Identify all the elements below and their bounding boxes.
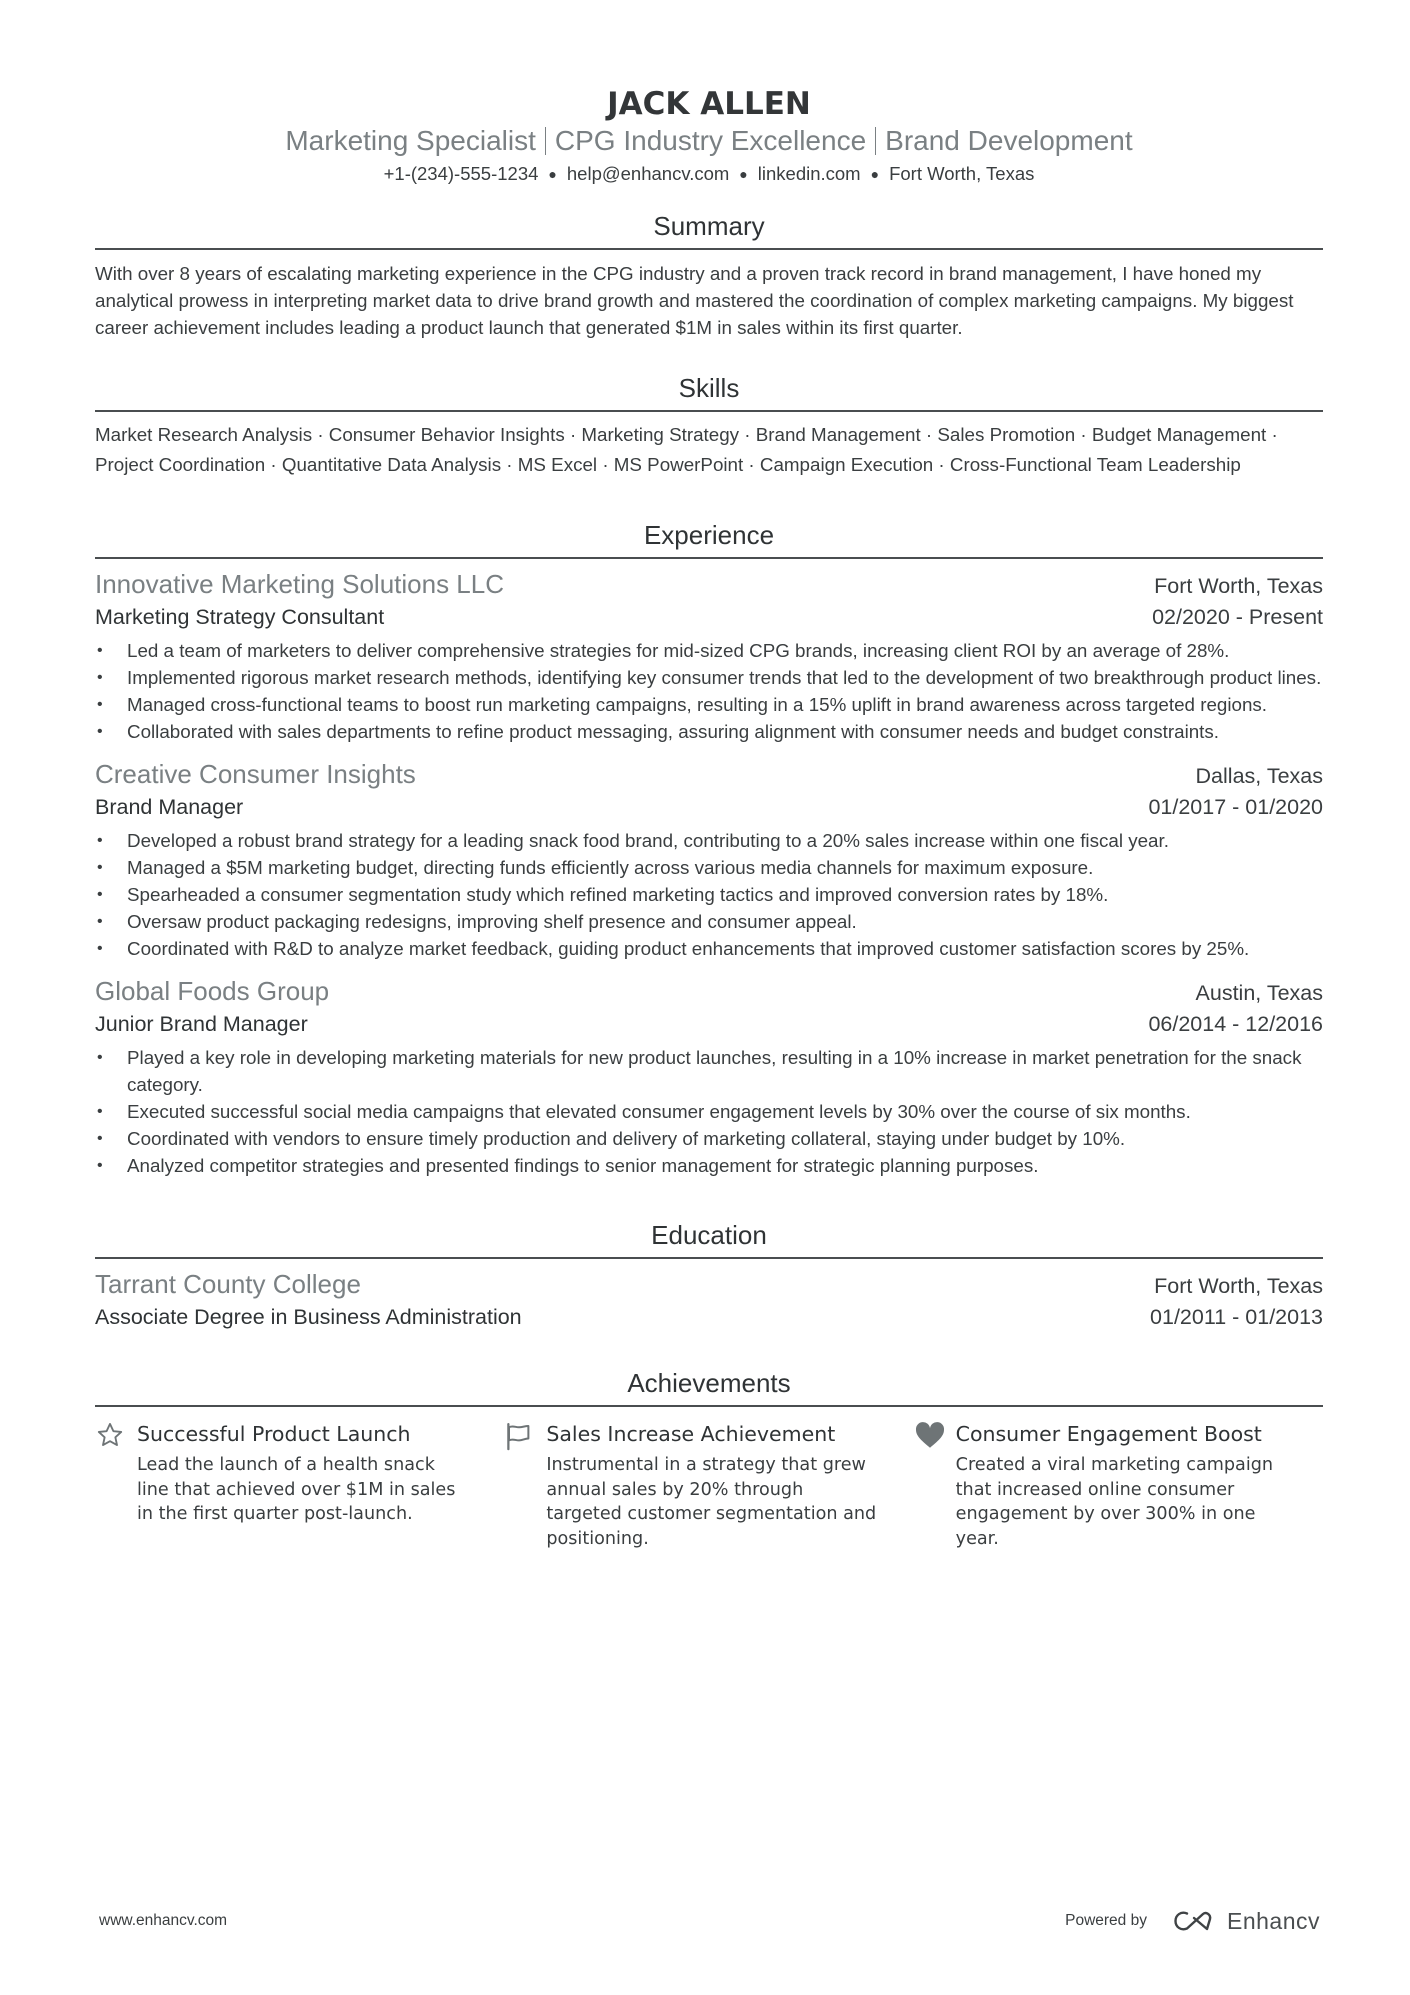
job-bullets	[95, 637, 1323, 745]
job-bullet: • Coordinated with vendors to ensure timely production and delivery of marketing collateral, staying under budget by 10%.	[95, 1125, 1323, 1152]
brand-name: Enhancv	[1226, 1907, 1320, 1934]
bullet-separator: ●	[548, 166, 557, 182]
school-location: Fort Worth, Texas	[1154, 1274, 1323, 1298]
job-role: Brand Manager	[95, 795, 244, 819]
section-title: Experience	[643, 520, 775, 550]
job-bullet: • Coordinated with R&D to analyze market feedback, guiding product enhancements that improved customer satisfaction scores by 25%.	[95, 935, 1323, 962]
contact-email[interactable]: help@enhancv.com	[566, 163, 730, 184]
job-entry	[95, 974, 1323, 1179]
section-divider	[95, 1257, 1323, 1259]
achievements-list	[95, 1419, 1323, 1551]
powered-by-label: Powered by	[1065, 1912, 1147, 1929]
resume-header	[95, 0, 1323, 186]
bullet-separator: ●	[739, 166, 748, 182]
headline-part: Marketing Specialist	[285, 125, 536, 156]
job-location: Dallas, Texas	[1195, 764, 1323, 788]
summary-section	[95, 210, 1323, 341]
skills-section	[95, 372, 1323, 480]
achievement-item	[914, 1419, 1323, 1551]
job-bullet: • Collaborated with sales departments to refine product messaging, assuring alignment with consumer needs and budget constraints.	[95, 718, 1323, 745]
job-bullet: • Played a key role in developing marketing materials for new product launches, resulting in a 10% increase in market penetration for the snack category.	[95, 1044, 1323, 1098]
brand-logo[interactable]	[1173, 1908, 1320, 1935]
section-title: Achievements	[627, 1368, 791, 1398]
section-divider	[95, 1405, 1323, 1407]
section-divider	[95, 557, 1323, 559]
powered-by	[1065, 1908, 1320, 1935]
achievement-item	[504, 1419, 913, 1551]
job-dates: 01/2017 - 01/2020	[1148, 795, 1323, 819]
job-bullets	[95, 827, 1323, 962]
job-bullet: • Developed a robust brand strategy for a leading snack food brand, contributing to a 20% sales increase within one fiscal year.	[95, 827, 1323, 854]
job-bullet: • Spearheaded a consumer segmentation study which refined marketing tactics and improved conversion rates by 18%.	[95, 881, 1323, 908]
job-bullet: • Led a team of marketers to deliver comprehensive strategies for mid-sized CPG brands, increasing client ROI by an average of 28%.	[95, 637, 1323, 664]
achievement-title: Successful Product Launch	[137, 1422, 411, 1446]
education-entry	[95, 1267, 1323, 1333]
headline-part: CPG Industry Excellence	[554, 125, 867, 156]
skills-list: Market Research Analysis · Consumer Behavior Insights · Marketing Strategy · Brand Management · Sales Promotion · Budget Management · Project Coordination · Quantitative Data Analysis · MS Excel · MS PowerPoint · Campaign Execution · Cross-Functional Team Leadership	[95, 424, 1278, 475]
education-dates: 01/2011 - 01/2013	[1150, 1305, 1323, 1329]
headline-divider	[875, 127, 876, 155]
company-name: Global Foods Group	[95, 976, 330, 1006]
job-entry	[95, 757, 1323, 962]
job-bullet: • Managed a $5M marketing budget, directing funds efficiently across various media channels for maximum exposure.	[95, 854, 1323, 881]
section-title: Skills	[678, 373, 740, 403]
job-role: Junior Brand Manager	[95, 1012, 308, 1036]
job-location: Austin, Texas	[1195, 981, 1323, 1005]
job-dates: 06/2014 - 12/2016	[1148, 1012, 1323, 1036]
contact-phone[interactable]: +1-(234)-555-1234	[383, 163, 539, 184]
heart-icon	[914, 1419, 956, 1551]
job-bullet: • Managed cross-functional teams to boost run marketing campaigns, resulting in a 15% uplift in brand awareness across targeted regions.	[95, 691, 1323, 718]
job-bullet: • Executed successful social media campaigns that elevated consumer engagement levels by 30% over the course of six months.	[95, 1098, 1323, 1125]
company-name: Creative Consumer Insights	[95, 759, 416, 789]
job-role: Marketing Strategy Consultant	[95, 605, 385, 629]
achievement-description: Lead the launch of a health snack line that achieved over $1M in sales in the first quarter post-launch.	[137, 1455, 456, 1524]
job-location: Fort Worth, Texas	[1154, 574, 1323, 598]
headline-divider	[545, 127, 546, 155]
job-bullet: • Analyzed competitor strategies and presented findings to senior management for strategic planning purposes.	[95, 1152, 1323, 1179]
achievement-title: Consumer Engagement Boost	[955, 1422, 1262, 1446]
resume-page	[95, 0, 1323, 1551]
school-name: Tarrant County College	[95, 1269, 361, 1299]
job-dates: 02/2020 - Present	[1152, 605, 1323, 629]
achievement-item	[95, 1419, 504, 1551]
contact-location: Fort Worth, Texas	[889, 163, 1035, 184]
headline-part: Brand Development	[885, 125, 1133, 156]
job-bullet: • Oversaw product packaging redesigns, improving shelf presence and consumer appeal.	[95, 908, 1323, 935]
experience-section	[95, 519, 1323, 1179]
page-footer	[99, 1906, 1320, 1936]
achievement-description: Instrumental in a strategy that grew annual sales by 20% through targeted customer segmentation and positioning.	[546, 1455, 877, 1549]
candidate-name: JACK ALLEN	[607, 86, 811, 122]
enhancv-logo-icon	[1173, 1909, 1219, 1933]
flag-icon	[504, 1419, 546, 1551]
job-bullet: • Implemented rigorous market research methods, identifying key consumer trends that led to the development of two breakthrough product lines.	[95, 664, 1323, 691]
degree: Associate Degree in Business Administration	[95, 1305, 522, 1329]
section-title: Summary	[653, 211, 765, 241]
summary-text: With over 8 years of escalating marketing experience in the CPG industry and a proven track record in brand management, I have honed my analytical prowess in interpreting market data to drive brand growth and mastered the coordination of complex marketing campaigns. My biggest career achievement includes leading a product launch that generated $1M in sales within its first quarter.	[95, 263, 1294, 338]
section-divider	[95, 248, 1323, 250]
headline	[95, 124, 1323, 158]
star-icon	[95, 1419, 137, 1551]
website-link[interactable]: www.enhancv.com	[99, 1912, 228, 1929]
job-entry	[95, 567, 1323, 745]
bullet-separator: ●	[870, 166, 880, 182]
section-title: Education	[651, 1220, 767, 1250]
achievements-section	[95, 1367, 1323, 1551]
section-divider	[95, 410, 1323, 412]
education-section	[95, 1219, 1323, 1333]
job-bullets	[95, 1044, 1323, 1179]
contact-linkedin[interactable]: linkedin.com	[757, 163, 861, 184]
achievement-description: Created a viral marketing campaign that increased online consumer engagement by over 300% in one year.	[955, 1455, 1274, 1549]
contact-line	[95, 162, 1323, 186]
company-name: Innovative Marketing Solutions LLC	[95, 569, 505, 599]
achievement-title: Sales Increase Achievement	[546, 1422, 836, 1446]
